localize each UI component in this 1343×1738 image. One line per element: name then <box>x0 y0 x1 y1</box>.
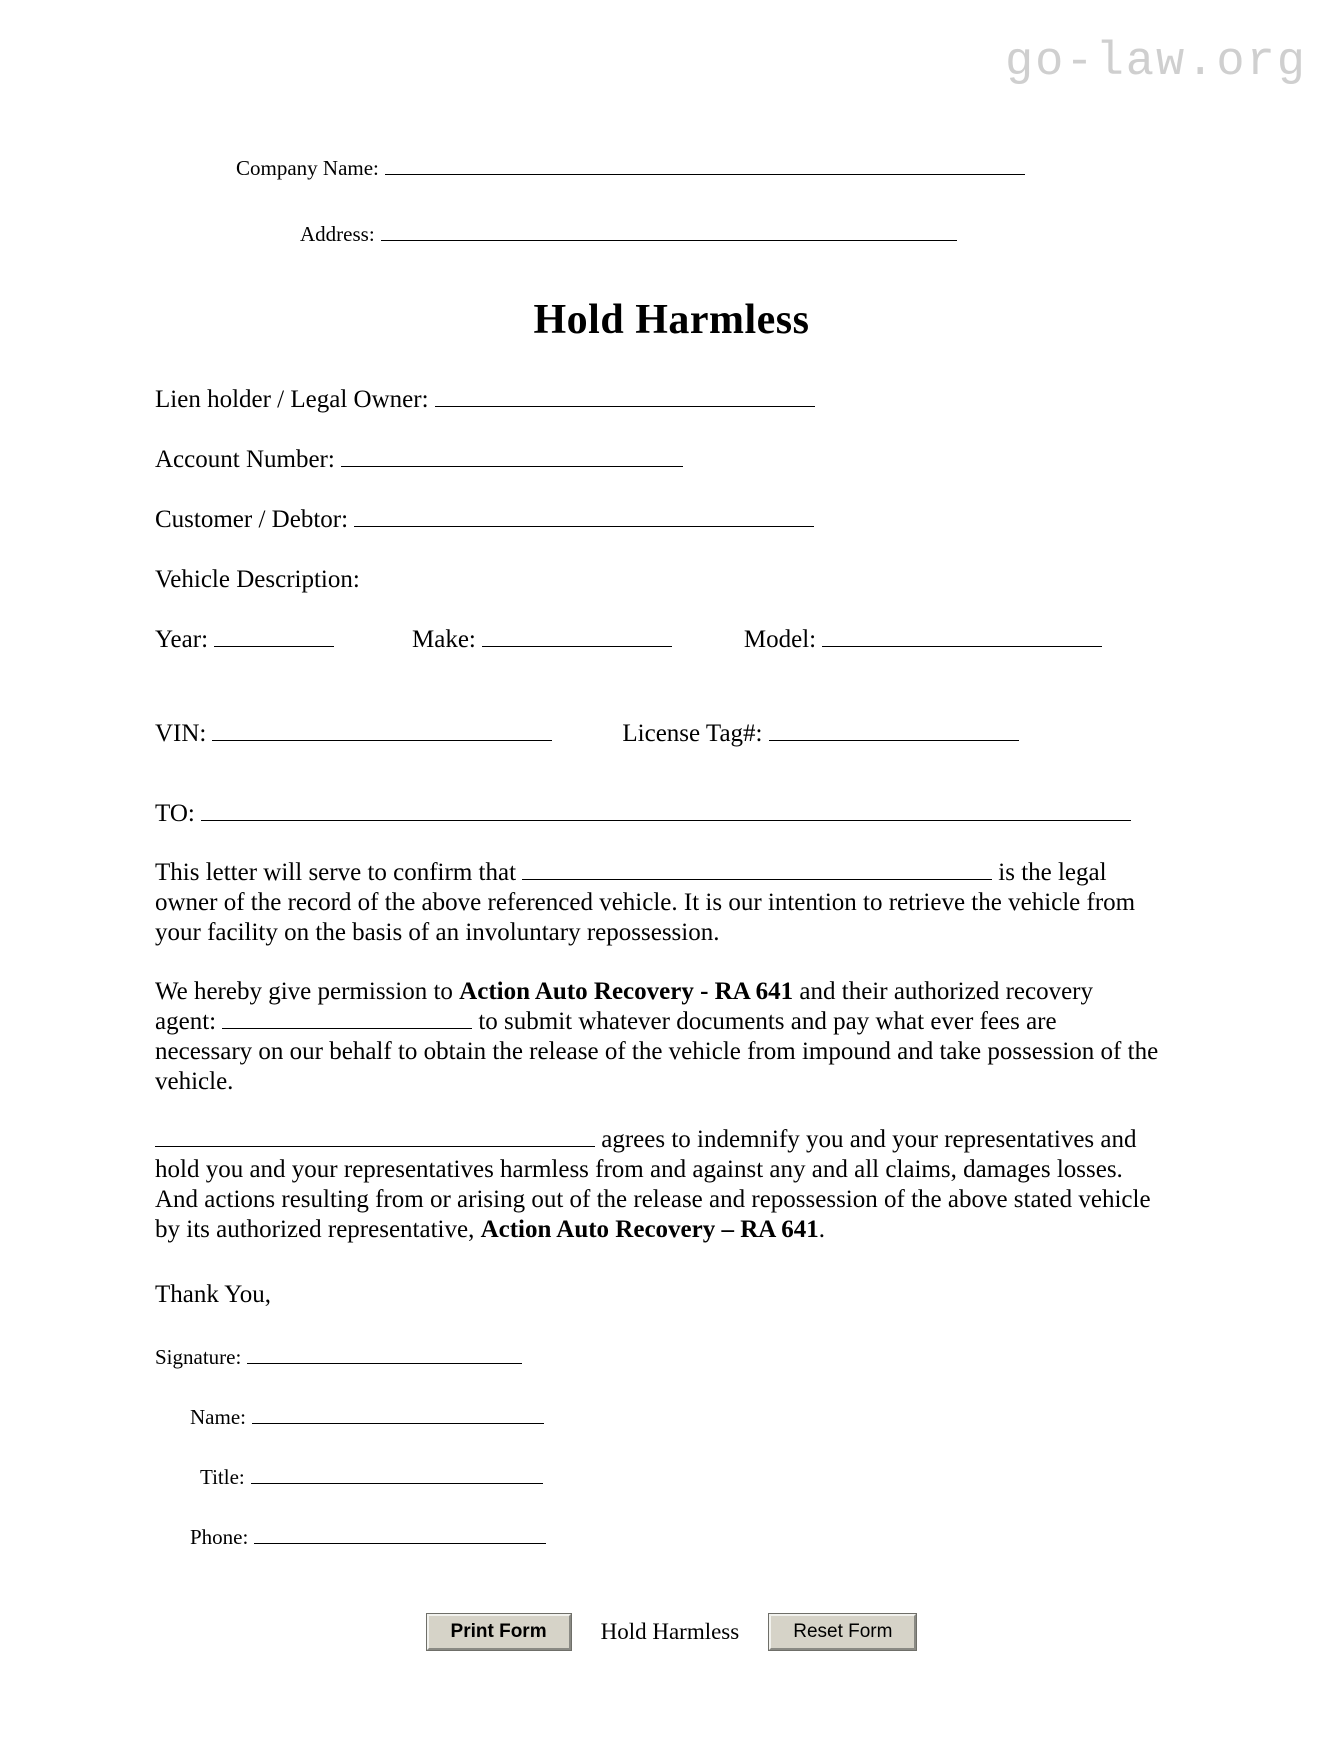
paragraph-2-text-b: and their authorized recovery agent: <box>155 978 1094 1035</box>
lien-holder-row <box>155 386 815 414</box>
account-number-blank[interactable] <box>341 466 683 467</box>
year-blank[interactable] <box>214 646 334 647</box>
paragraph-3-company: Action Auto Recovery – RA 641 <box>480 1216 819 1243</box>
make-segment <box>412 626 672 654</box>
customer-debtor-row <box>155 506 814 534</box>
paragraph-3 <box>155 1125 1160 1245</box>
signer-name-label: Name: <box>190 1405 246 1429</box>
paragraph-1 <box>155 858 1160 948</box>
model-segment <box>744 626 1102 654</box>
print-form-button[interactable]: Print Form <box>427 1614 571 1650</box>
to-label: TO: <box>155 800 195 827</box>
paragraph-3-blank[interactable] <box>155 1146 595 1147</box>
year-make-model-row <box>155 626 1102 654</box>
address-label: Address: <box>300 222 375 246</box>
signature-blank[interactable] <box>247 1363 522 1364</box>
vehicle-description-row <box>155 566 360 594</box>
form-footer <box>0 1614 1343 1650</box>
page-title: Hold Harmless <box>533 297 810 343</box>
account-number-label: Account Number: <box>155 446 335 473</box>
license-tag-segment <box>622 720 1018 748</box>
account-number-row <box>155 446 683 474</box>
make-label: Make: <box>412 626 476 653</box>
company-name-blank[interactable] <box>385 174 1025 175</box>
customer-debtor-label: Customer / Debtor: <box>155 506 349 533</box>
customer-debtor-blank[interactable] <box>354 526 814 527</box>
year-label: Year: <box>155 626 209 653</box>
vin-tag-row <box>155 720 1019 748</box>
vehicle-description-label: Vehicle Description: <box>155 566 360 593</box>
signer-title-blank[interactable] <box>251 1483 543 1484</box>
address-blank[interactable] <box>381 240 957 241</box>
paragraph-1-text-a: This letter will serve to confirm that <box>155 859 517 886</box>
paragraph-1-text-b: is the legal owner of the record of the above referenced vehicle. It is our intention to retrieve the vehicle from your facility on the basis of an involuntary repossession. <box>155 859 1136 946</box>
model-label: Model: <box>743 626 817 653</box>
paragraph-2 <box>155 977 1160 1097</box>
lien-holder-label: Lien holder / Legal Owner: <box>155 386 429 413</box>
signer-phone-row <box>190 1525 546 1550</box>
to-row <box>155 800 1131 828</box>
reset-form-button[interactable]: Reset Form <box>769 1614 916 1650</box>
signature-row <box>155 1345 522 1370</box>
paragraph-1-blank[interactable] <box>522 879 992 880</box>
signer-title-label: Title: <box>200 1465 245 1489</box>
paragraph-2-text-a: We hereby give permission to <box>155 978 453 1005</box>
model-blank[interactable] <box>822 646 1102 647</box>
company-name-label: Company Name: <box>236 156 379 180</box>
signature-label: Signature: <box>155 1345 242 1369</box>
lien-holder-blank[interactable] <box>435 406 815 407</box>
paragraph-2-text-c: to submit whatever documents and pay what ever fees are necessary on our behalf to obtain the release of the vehicle from impound and take possession of the vehicle. <box>155 1008 1159 1095</box>
vin-blank[interactable] <box>212 740 552 741</box>
to-blank[interactable] <box>201 820 1131 821</box>
company-name-field-row <box>236 156 1025 181</box>
watermark-go-law: go-law.org <box>1004 36 1307 89</box>
address-field-row <box>300 222 957 247</box>
footer-form-name: Hold Harmless <box>600 1619 740 1644</box>
signer-name-row <box>190 1405 544 1430</box>
license-tag-blank[interactable] <box>769 740 1019 741</box>
closing-thank-you: Thank You, <box>155 1281 271 1308</box>
paragraph-3-text-a: agrees to indemnify you and your representatives and hold you and your representatives harmless from and against any and all claims, damages losses. And actions resulting from or arising out of the release and repossession of the above stated vehicle by its authorized representative, <box>155 1126 1151 1243</box>
signer-title-row <box>200 1465 543 1490</box>
paragraph-2-company: Action Auto Recovery - RA 641 <box>459 978 794 1005</box>
make-blank[interactable] <box>482 646 672 647</box>
signer-phone-label: Phone: <box>190 1525 249 1549</box>
vin-label: VIN: <box>155 720 207 747</box>
year-segment <box>155 626 334 654</box>
signer-name-blank[interactable] <box>252 1423 544 1424</box>
paragraph-2-agent-blank[interactable] <box>222 1028 472 1029</box>
license-tag-label: License Tag#: <box>622 720 763 747</box>
signer-phone-blank[interactable] <box>254 1543 546 1544</box>
vin-segment <box>155 720 552 748</box>
paragraph-3-period: . <box>818 1216 825 1243</box>
